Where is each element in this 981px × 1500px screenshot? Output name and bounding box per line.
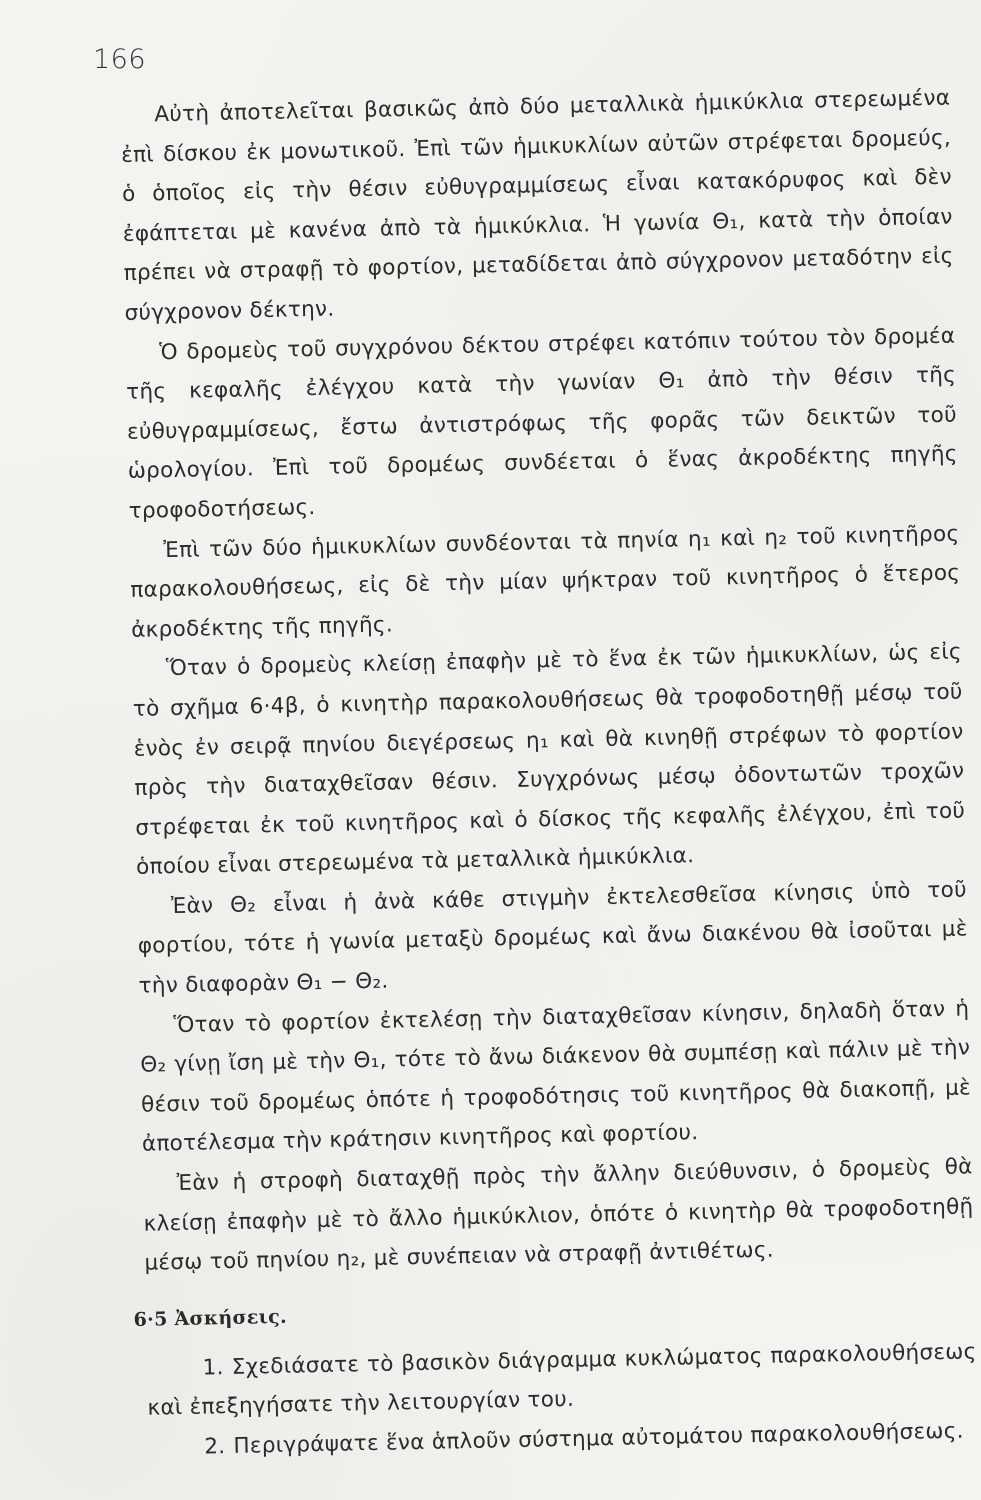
exercise-text: Περιγράψατε ἕνα ἁπλοῦν σύστημα αὐτομάτου παρακολουθήσεως.: [233, 1418, 965, 1459]
paragraph: Ἐὰν Θ₂ εἶναι ἡ ἀνὰ κάθε στιγμὴν ἐκτελεσθεῖσα κίνησις ὑπὸ τοῦ φορτίου, τότε ἡ γωνία μεταξὺ δρομέως καὶ ἄνω διακένου θὰ ἰσοῦται μὲ τὴν διαφορὰν Θ₁ − Θ₂.: [137, 877, 968, 999]
section-heading: 6·5 Ἀσκήσεις.: [133, 1305, 288, 1331]
paragraph: Ὁ δρομεὺς τοῦ συγχρόνου δέκτου στρέφει κατόπιν τούτου τὸν δρομέα τῆς κεφαλῆς ἐλέγχου κατὰ τὴν γωνίαν Θ₁ ἀπὸ τὴν θέσιν τῆς εὐθυγραμμίσεως, ἔστω ἀντιστρόφως τῆς φορᾶς τῶν δεικτῶν τοῦ ὡρολογίου. Ἐπὶ τοῦ δρομέως συνδέεται ὁ ἕνας ἀκροδέκτης πηγῆς τροφοδοτήσεως.: [125, 323, 958, 524]
body-text: [120, 79, 979, 1469]
exercise-number: 2.: [204, 1434, 226, 1460]
paragraph: Αὐτὴ ἀποτελεῖται βασικῶς ἀπὸ δύο μεταλλικὰ ἡμικύκλια στερεωμένα ἐπὶ δίσκου ἐκ μονωτικοῦ. Ἐπὶ τῶν ἡμικυκλίων αὐτῶν στρέφεται δρομεύς, ὁ ὁποῖος εἰς τὴν θέσιν εὐθυγραμμίσεως εἶναι κατακόρυφος καὶ δὲν ἐφάπτεται μὲ κανένα ἀπὸ τὰ ἡμικύκλια. Ἡ γωνία Θ₁, κατὰ τὴν ὁποίαν πρέπει νὰ στραφῇ τὸ φορτίον, μεταδίδεται ἀπὸ σύγχρονον μεταδότην εἰς σύγχρονον δέκτην.: [120, 85, 954, 326]
page-number: 166: [93, 44, 147, 75]
paragraph: Ἐὰν ἡ στροφὴ διαταχθῇ πρὸς τὴν ἄλλην διεύθυνσιν, ὁ δρομεὺς θὰ κλείσῃ ἐπαφὴν μὲ τὸ ἄλλο ἡμικύκλιον, ὁπότε ὁ κινητὴρ θὰ τροφοδοτηθῇ μέσῳ τοῦ πηνίου η₂, μὲ συνέπειαν νὰ στραφῇ ἀντιθέτως.: [143, 1154, 974, 1276]
paragraph: Ὅταν τὸ φορτίον ἐκτελέσῃ τὴν διαταχθεῖσαν κίνησιν, δηλαδὴ ὅταν ἡ Θ₂ γίνῃ ἴση μὲ τὴν Θ₁, τότε τὸ ἄνω διάκενον θὰ συμπέσῃ καὶ πάλιν μὲ τὴν θέσιν τοῦ δρομέως ὁπότε ἡ τροφοδότησις τοῦ κινητῆρος θὰ διακοπῇ, μὲ ἀποτέλεσμα τὴν κράτησιν κινητῆρος καὶ φορτίου.: [140, 996, 972, 1158]
paragraph: Ἐπὶ τῶν δύο ἡμικυκλίων συνδέονται τὰ πηνία η₁ καὶ η₂ τοῦ κινητῆρος παρακολουθήσεως, εἰς δὲ τὴν μίαν ψήκτραν τοῦ κινητῆρος ὁ ἕτερος ἀκροδέκτης τῆς πηγῆς.: [130, 521, 961, 643]
paragraph: Ὅταν ὁ δρομεὺς κλείσῃ ἐπαφὴν μὲ τὸ ἕνα ἐκ τῶν ἡμικυκλίων, ὡς εἰς τὸ σχῆμα 6·4β, ὁ κινητὴρ παρακολουθήσεως θὰ τροφοδοτηθῇ μέσῳ τοῦ ἑνὸς ἐν σειρᾷ πηνίου διεγέρσεως η₁ καὶ θὰ κινηθῇ στρέφων τὸ φορτίον πρὸς τὴν διαταχθεῖσαν θέσιν. Συγχρόνως μέσῳ ὀδοντωτῶν τροχῶν στρέφεται ἐκ τοῦ κινητῆρος καὶ ὁ δίσκος τῆς κεφαλῆς ἐλέγχου, ἐπὶ τοῦ ὁποίου εἶναι στερεωμένα τὰ μεταλλικὰ ἡμικύκλια.: [132, 639, 966, 881]
exercise-number: 1.: [202, 1354, 225, 1381]
exercise-text: Σχεδιάσατε τὸ βασικὸν διάγραμμα κυκλώματος παρακολουθήσεως καὶ ἐπεξηγήσατε τὴν λειτουργίαν του.: [147, 1339, 977, 1422]
